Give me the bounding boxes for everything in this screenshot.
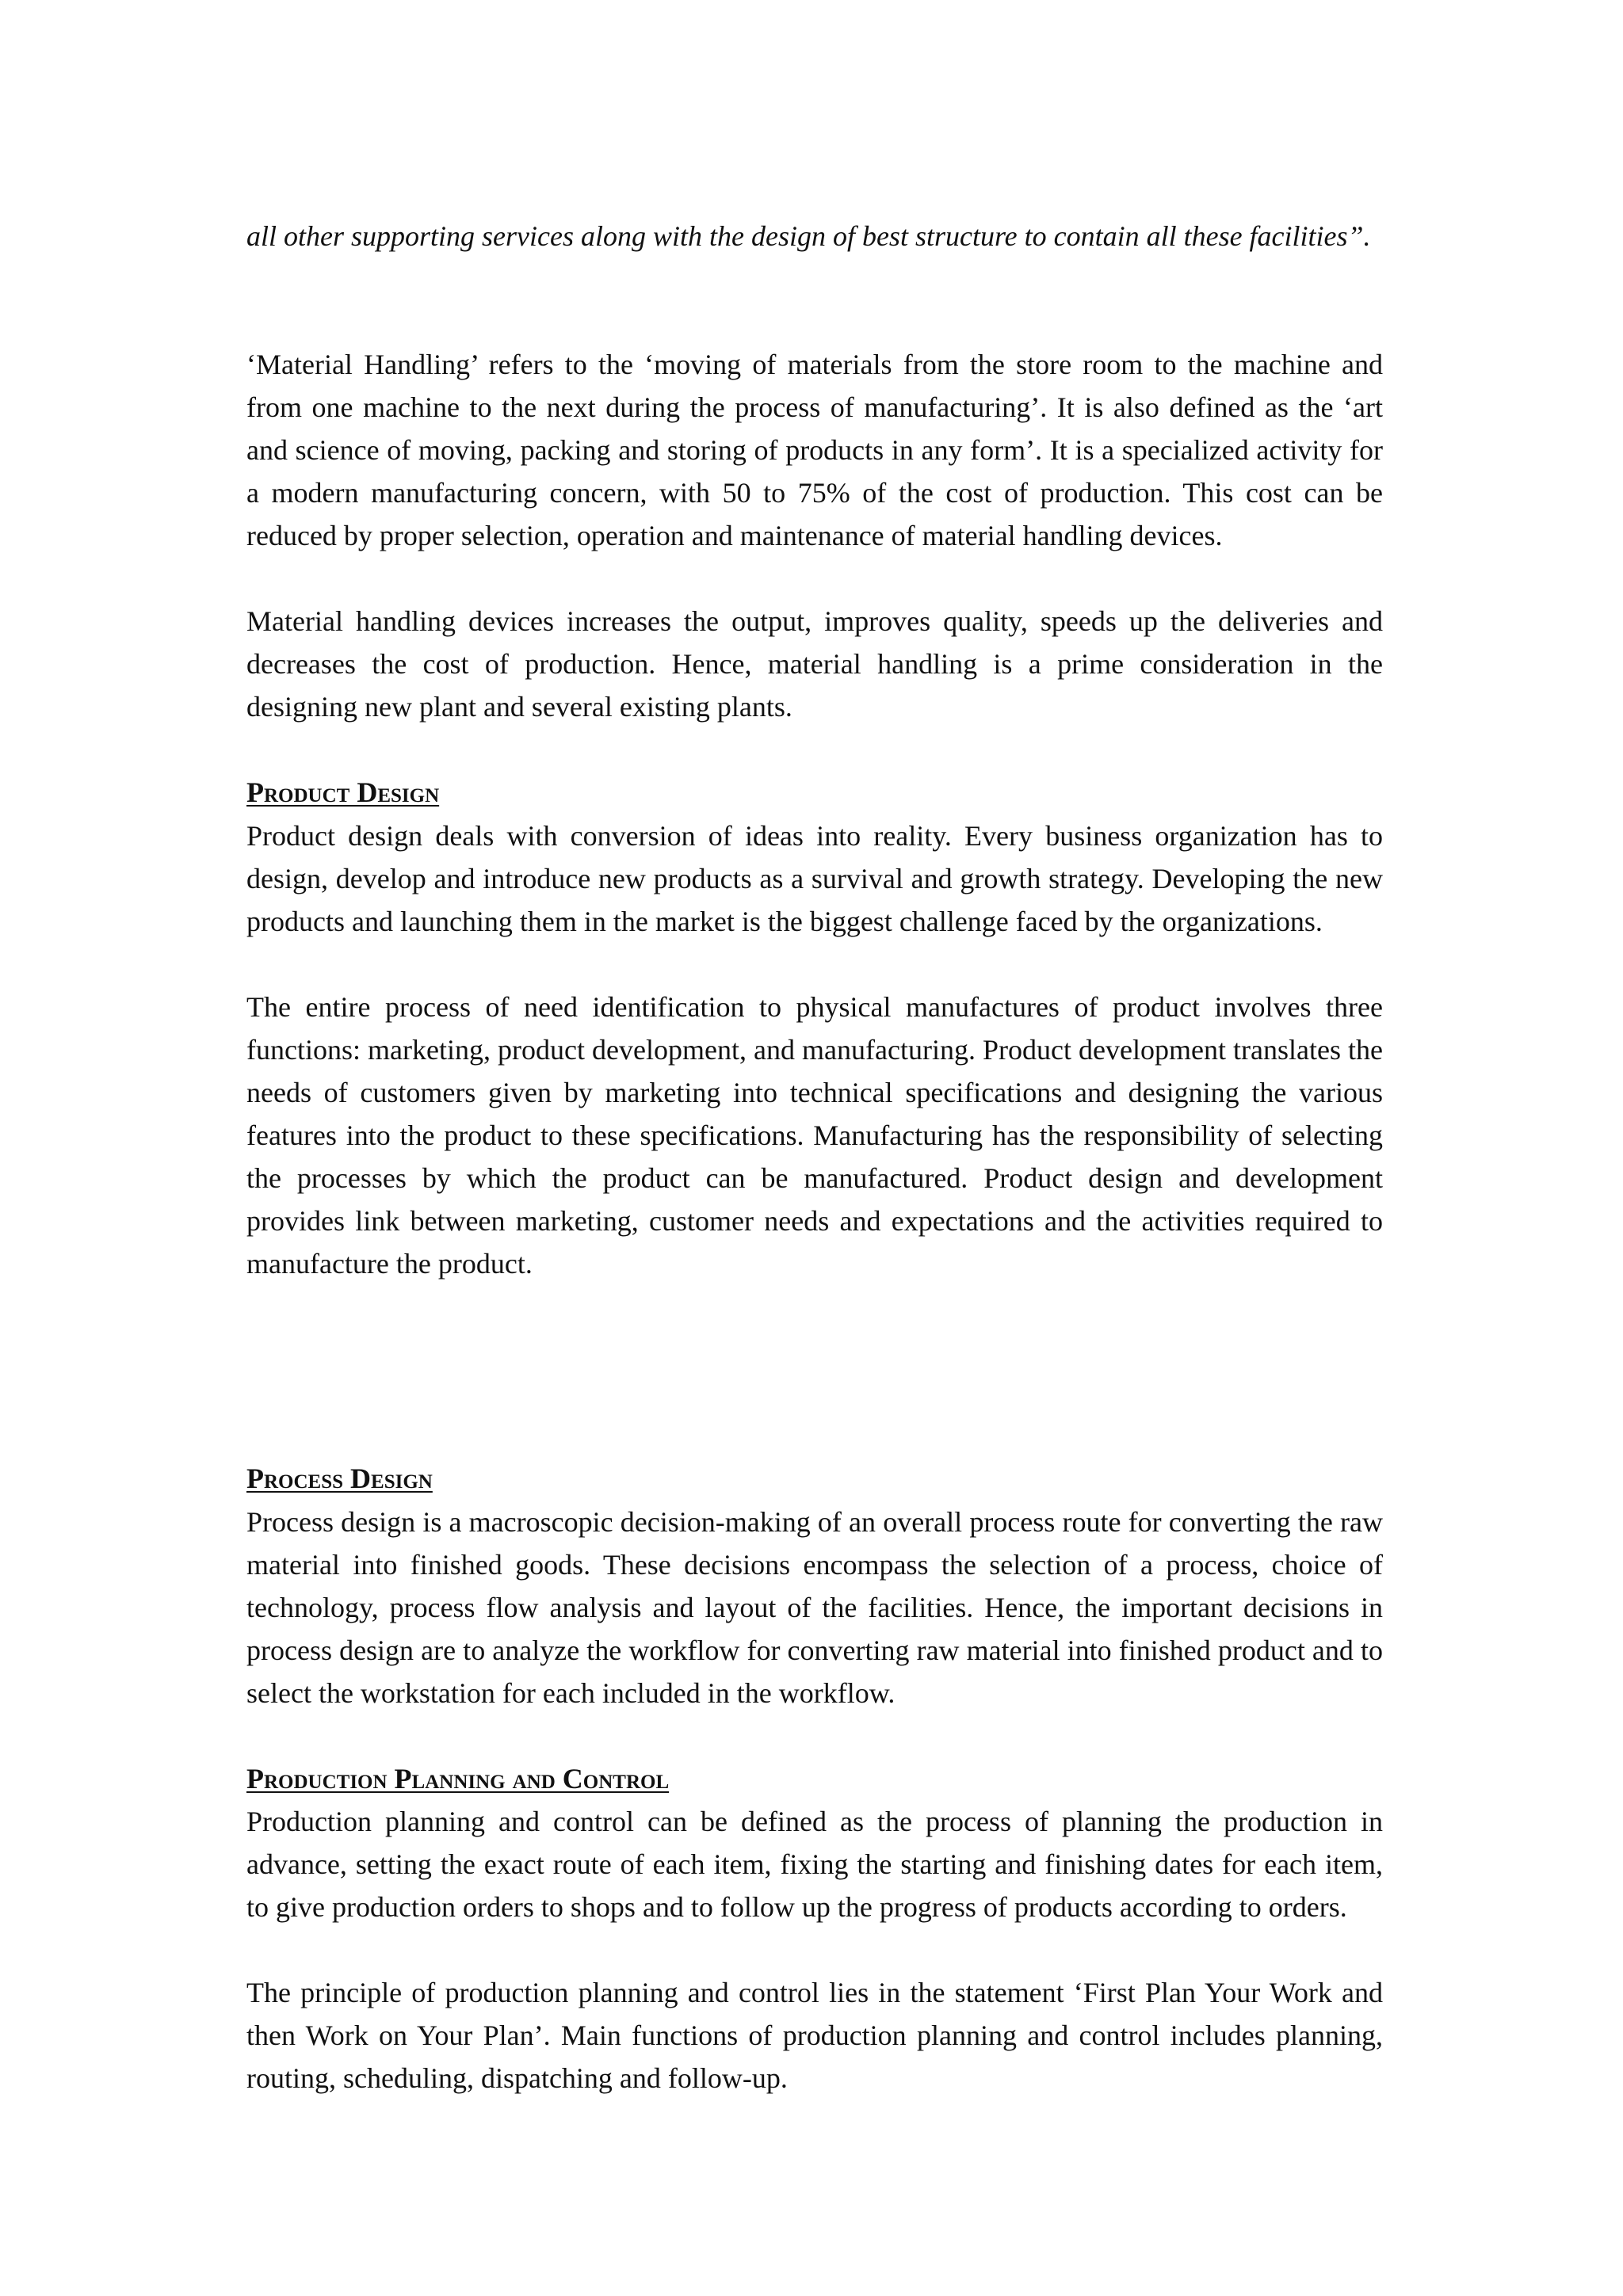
production-planning-paragraph-2: The principle of production planning and control lies in the statement ‘First Plan Your Work and then Work on Your Plan’. Main functions of production planning and control includes planning, routing, scheduling, dispatching and follow-up. [246, 1977, 1383, 2094]
product-design-heading: Product Design [246, 776, 440, 808]
intro-fragment: all other supporting services along with the design of best structure to contain all these facilities”. [246, 220, 1371, 252]
process-design-heading: Process Design [246, 1463, 433, 1494]
production-planning-paragraph-1: Production planning and control can be defined as the process of planning the production in advance, setting the exact route of each item, fixing the starting and finishing dates for each item, to give production orders to shops and to follow up the progress of products according to orders. [246, 1806, 1383, 1923]
product-design-paragraph-1: Product design deals with conversion of ideas into reality. Every business organization has to design, develop and introduce new products as a survival and growth strategy. Developing the new products and launching them in the market is the biggest challenge faced by the organizations. [246, 820, 1383, 937]
material-handling-paragraph-1: ‘Material Handling’ refers to the ‘moving of materials from the store room to the machine and from one machine to the next during the process of manufacturing’. It is also defined as the ‘art and science of moving, packing and storing of products in any form’. It is a specialized activity for a modern manufacturing concern, with 50 to 75% of the cost of production. This cost can be reduced by proper selection, operation and maintenance of material handling devices. [246, 349, 1383, 551]
process-design-paragraph: Process design is a macroscopic decision-making of an overall process route for converting the raw material into finished goods. These decisions encompass the selection of a process, choice of technology, process flow analysis and layout of the facilities. Hence, the important decisions in process design are to analyze the workflow for converting raw material into finished product and to select the workstation for each included in the workflow. [246, 1506, 1383, 1709]
product-design-paragraph-2: The entire process of need identification to physical manufactures of product involves three functions: marketing, product development, and manufacturing. Product development translates the needs of customers given by marketing into technical specifications and designing the various features into the product to these specifications. Manufacturing has the responsibility of selecting the processes by which the product can be manufactured. Product design and development provides link between marketing, customer needs and expectations and the activities required to manufacture the product. [246, 991, 1383, 1280]
production-planning-heading: Production Planning and Control [246, 1763, 670, 1794]
material-handling-paragraph-2: Material handling devices increases the output, improves quality, speeds up the deliveries and decreases the cost of production. Hence, material handling is a prime consideration in the designing new plant and several existing plants. [246, 605, 1383, 723]
